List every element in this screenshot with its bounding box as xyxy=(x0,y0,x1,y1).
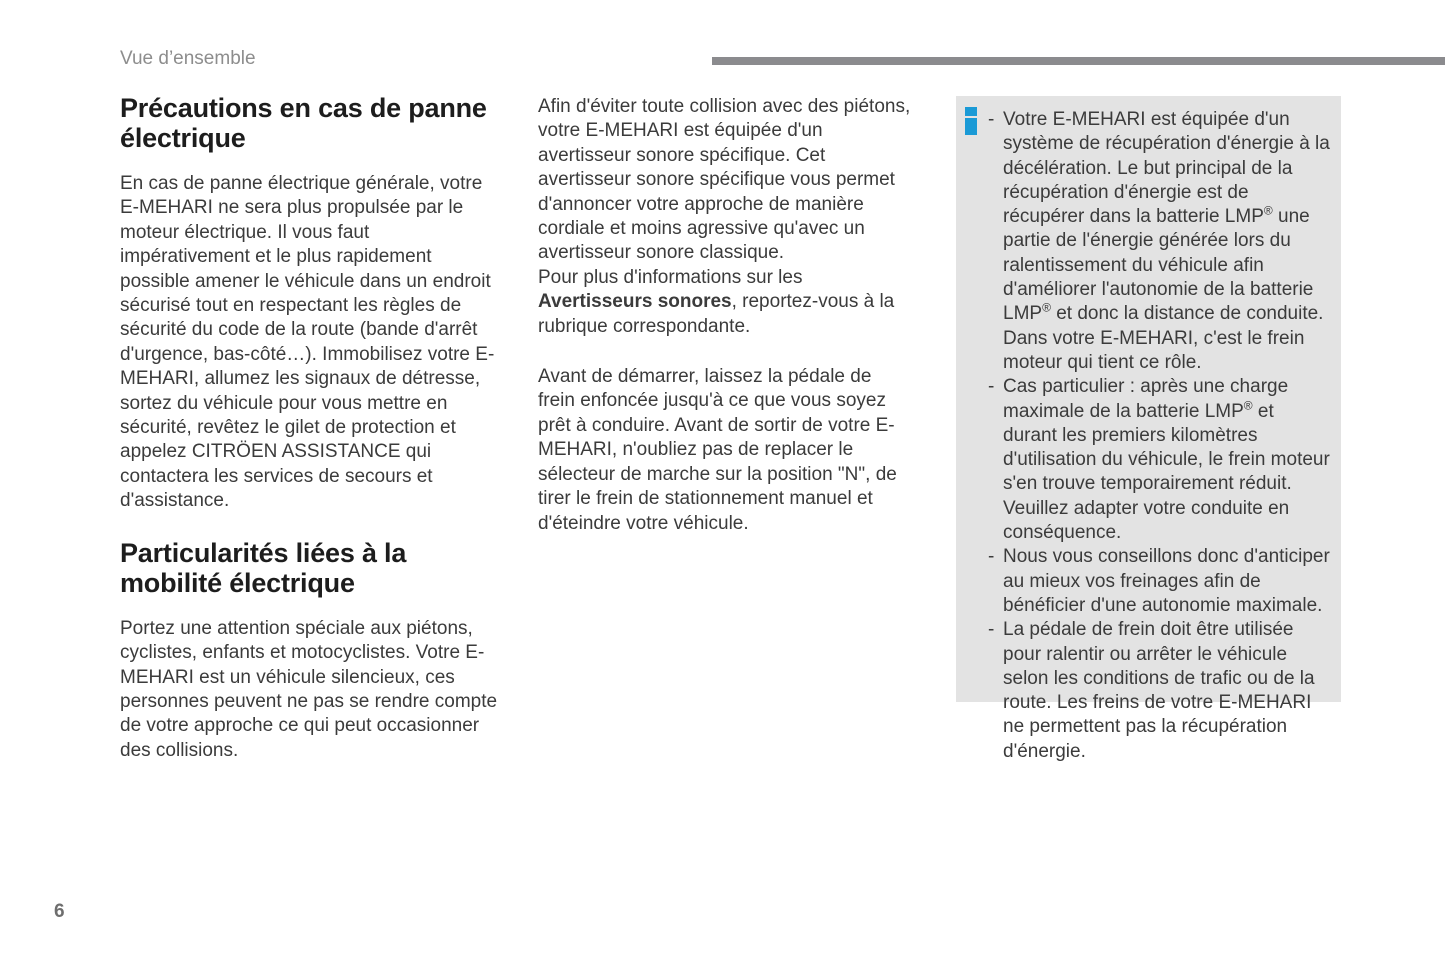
list-item-text: Cas particulier : après une charge maximale de la batterie LMP® et durant les premiers kilomètres d'utilisation du véhicule, le frein moteur s'en trouve temporairement réduit. Veuillez adapter votre conduite en conséquence. xyxy=(1003,376,1330,544)
list-item-dash: - xyxy=(988,376,995,398)
renvoi-bold-avertisseurs-sonores: Avertisseurs sonores xyxy=(538,291,732,313)
list-item-text: La pédale de frein doit être utilisée pour ralentir ou arrêter le véhicule selon les conditions de trafic ou de la route. Les freins de votre E-MEHARI ne permettent pas la récupération d'énergie. xyxy=(1003,619,1315,762)
list-item xyxy=(988,108,1331,375)
paragraph-panne-electrique: En cas de panne électrique générale, votre E-MEHARI ne sera plus propulsée par le moteur électrique. Il vous faut impérativement et le plus rapidement possible amener le véhicule dans un endroit sécurisé tout en respectant les règles de sécurité du code de la route (bande d'arrêt d'urgence, bas-côté…). Immobilisez votre E-MEHARI, allumez les signaux de détresse, sortez du véhicule pour vous mettre en sécurité, revêtez le gilet de protection et appelez CITRÖEN ASSISTANCE qui contactera les services de secours et d'assistance. xyxy=(120,173,495,512)
list-item-text: Votre E-MEHARI est équipée d'un système de récupération d'énergie à la décélération. Le but principal de la récupération d'énergie est de récupérer dans la batterie LMP® une partie de l'énergie générée lors du ralentissement du véhicule afin d'améliorer l'autonomie de la batterie LMP® et donc la distance de conduite. Dans votre E-MEHARI, c'est le frein moteur qui tient ce rôle. xyxy=(1003,109,1330,373)
info-icon xyxy=(965,107,977,135)
paragraph-avant-de-demarrer: Avant de démarrer, laissez la pédale de frein enfoncée jusqu'à ce que vous soyez prêt à conduire. Avant de sortir de votre E-MEHARI, n'oubliez pas de replacer le sélecteur de marche sur la position "N", de tirer le frein de stationnement manuel et d'éteindre votre véhicule. xyxy=(538,366,897,534)
page-number: 6 xyxy=(54,901,65,922)
list-item-dash: - xyxy=(988,546,995,568)
renvoi-text-after: , reportez-vous à la rubrique correspondante. xyxy=(538,291,895,337)
list-item-dash: - xyxy=(988,619,995,641)
paragraph-mobilite-electrique: Portez une attention spéciale aux piétons, cyclistes, enfants et motocyclistes. Votre E-MEHARI est un véhicule silencieux, ces personnes peuvent ne pas se rendre compte de votre approche ce qui peut occasionner des collisions. xyxy=(120,617,498,761)
info-box xyxy=(956,96,1341,762)
header-rule xyxy=(712,57,1445,65)
info-icon-dot xyxy=(965,107,977,116)
list-item-text: Nous vous conseillons donc d'anticiper au mieux vos freinages afin de bénéficier d'une autonomie maximale. xyxy=(1003,546,1330,616)
renvoi-text-before: Pour plus d'informations sur les xyxy=(538,266,803,288)
info-icon-stem xyxy=(965,118,977,135)
column-avertisseur xyxy=(538,95,912,536)
column-precautions xyxy=(120,93,502,763)
paragraph-avertisseur-sonore: Afin d'éviter toute collision avec des piétons, votre E-MEHARI est équipée d'un avertisseur sonore spécifique. Cet avertisseur sonore spécifique vous permet d'annoncer votre approche de manière cordiale et moins agressive qu'avec un avertisseur sonore classique. xyxy=(538,96,911,264)
list-item xyxy=(988,375,1331,545)
list-item xyxy=(988,545,1331,618)
list-item xyxy=(988,618,1331,764)
paragraph-renvoi-rubrique xyxy=(538,266,912,339)
heading-precautions-panne-electrique: Précautions en cas de panne électrique xyxy=(120,93,487,153)
heading-particularites-mobilite: Particularités liées à la mobilité électrique xyxy=(120,537,407,598)
list-item-dash: - xyxy=(988,109,995,130)
info-list xyxy=(988,108,1331,764)
section-header: Vue d’ensemble xyxy=(120,48,256,69)
